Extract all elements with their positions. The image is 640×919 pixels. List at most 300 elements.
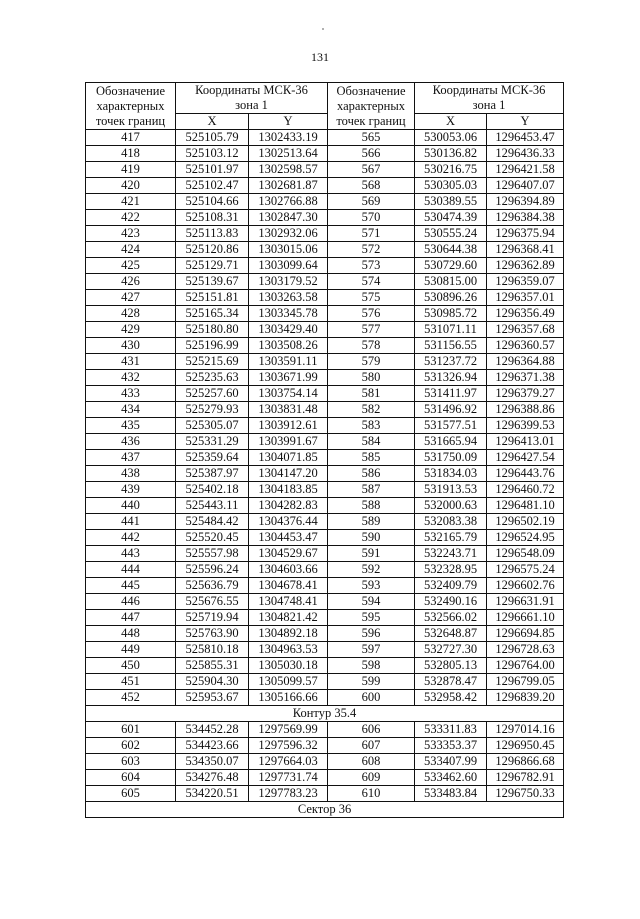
cell-y: 1305030.18: [249, 658, 328, 674]
table-row: [86, 306, 564, 322]
cell-x: 525520.45: [176, 530, 249, 546]
x-header-right: X: [415, 114, 487, 130]
cell-point: 590: [328, 530, 415, 546]
cell-point: 427: [86, 290, 176, 306]
cell-point: 417: [86, 130, 176, 146]
cell-y: 1305166.66: [249, 690, 328, 706]
cell-y: 1296728.63: [487, 642, 564, 658]
cell-point: 593: [328, 578, 415, 594]
coordinates-body: [86, 130, 564, 818]
cell-point: 597: [328, 642, 415, 658]
cell-y: 1296631.91: [487, 594, 564, 610]
section-title: Сектор 36: [86, 802, 564, 818]
cell-x: 525279.93: [176, 402, 249, 418]
cell-x: 525676.55: [176, 594, 249, 610]
cell-x: 530305.03: [415, 178, 487, 194]
cell-point: 600: [328, 690, 415, 706]
cell-x: 525402.18: [176, 482, 249, 498]
cell-x: 525359.64: [176, 450, 249, 466]
cell-point: 573: [328, 258, 415, 274]
cell-point: 444: [86, 562, 176, 578]
cell-x: 525104.66: [176, 194, 249, 210]
table-row: [86, 738, 564, 754]
cell-y: 1304071.85: [249, 450, 328, 466]
cell-y: 1302513.64: [249, 146, 328, 162]
cell-x: 534276.48: [176, 770, 249, 786]
table-row: [86, 370, 564, 386]
table-row: [86, 402, 564, 418]
cell-x: 532727.30: [415, 642, 487, 658]
cell-point: 610: [328, 786, 415, 802]
cell-x: 525443.11: [176, 498, 249, 514]
cell-x: 525331.29: [176, 434, 249, 450]
y-header-right: Y: [487, 114, 564, 130]
cell-y: 1296371.38: [487, 370, 564, 386]
table-row: [86, 450, 564, 466]
cell-point: 594: [328, 594, 415, 610]
cell-y: 1304282.83: [249, 498, 328, 514]
table-row: [86, 130, 564, 146]
cell-y: 1296764.00: [487, 658, 564, 674]
cell-x: 532165.79: [415, 530, 487, 546]
cell-x: 530815.00: [415, 274, 487, 290]
cell-x: 530389.55: [415, 194, 487, 210]
cell-point: 424: [86, 242, 176, 258]
point-label-header-right: [328, 83, 415, 130]
cell-point: 450: [86, 658, 176, 674]
cell-y: 1302681.87: [249, 178, 328, 194]
cell-y: 1296360.57: [487, 338, 564, 354]
cell-y: 1296364.88: [487, 354, 564, 370]
cell-x: 525953.67: [176, 690, 249, 706]
cell-point: 578: [328, 338, 415, 354]
table-row: [86, 626, 564, 642]
cell-y: 1296799.05: [487, 674, 564, 690]
cell-y: 1296839.20: [487, 690, 564, 706]
cell-x: 532243.71: [415, 546, 487, 562]
coords-header-right: [415, 83, 564, 114]
table-row: [86, 290, 564, 306]
cell-point: 583: [328, 418, 415, 434]
cell-point: 451: [86, 674, 176, 690]
cell-point: 575: [328, 290, 415, 306]
cell-point: 434: [86, 402, 176, 418]
cell-y: 1296368.41: [487, 242, 564, 258]
cell-point: 440: [86, 498, 176, 514]
cell-point: 585: [328, 450, 415, 466]
cell-y: 1303429.40: [249, 322, 328, 338]
cell-point: 445: [86, 578, 176, 594]
cell-point: 447: [86, 610, 176, 626]
cell-y: 1296548.09: [487, 546, 564, 562]
coords-header-left: [176, 83, 328, 114]
cell-x: 530555.24: [415, 226, 487, 242]
scan-speck: [322, 28, 324, 30]
cell-point: 580: [328, 370, 415, 386]
x-header-left: X: [176, 114, 249, 130]
cell-point: 599: [328, 674, 415, 690]
table-row: [86, 338, 564, 354]
table-row: [86, 546, 564, 562]
cell-x: 531750.09: [415, 450, 487, 466]
cell-point: 429: [86, 322, 176, 338]
cell-x: 525719.94: [176, 610, 249, 626]
cell-y: 1296356.49: [487, 306, 564, 322]
table-row: [86, 482, 564, 498]
cell-y: 1304183.85: [249, 482, 328, 498]
cell-x: 525180.80: [176, 322, 249, 338]
cell-x: 525113.83: [176, 226, 249, 242]
cell-x: 530729.60: [415, 258, 487, 274]
cell-y: 1303671.99: [249, 370, 328, 386]
cell-x: 533353.37: [415, 738, 487, 754]
cell-x: 532566.02: [415, 610, 487, 626]
cell-y: 1303263.58: [249, 290, 328, 306]
cell-y: 1296375.94: [487, 226, 564, 242]
cell-point: 432: [86, 370, 176, 386]
cell-y: 1296394.89: [487, 194, 564, 210]
table-row: [86, 258, 564, 274]
cell-point: 441: [86, 514, 176, 530]
cell-x: 531071.11: [415, 322, 487, 338]
cell-y: 1302932.06: [249, 226, 328, 242]
cell-point: 419: [86, 162, 176, 178]
cell-point: 602: [86, 738, 176, 754]
cell-point: 568: [328, 178, 415, 194]
cell-x: 525103.12: [176, 146, 249, 162]
cell-y: 1304529.67: [249, 546, 328, 562]
cell-point: 439: [86, 482, 176, 498]
cell-point: 443: [86, 546, 176, 562]
cell-point: 422: [86, 210, 176, 226]
cell-y: 1296460.72: [487, 482, 564, 498]
cell-y: 1296866.68: [487, 754, 564, 770]
cell-y: 1304603.66: [249, 562, 328, 578]
cell-point: 606: [328, 722, 415, 738]
cell-y: 1304678.41: [249, 578, 328, 594]
table-row: [86, 226, 564, 242]
cell-x: 533462.60: [415, 770, 487, 786]
cell-point: 586: [328, 466, 415, 482]
cell-point: 569: [328, 194, 415, 210]
cell-x: 525105.79: [176, 130, 249, 146]
cell-x: 525596.24: [176, 562, 249, 578]
cell-point: 603: [86, 754, 176, 770]
cell-x: 534350.07: [176, 754, 249, 770]
cell-y: 1297664.03: [249, 754, 328, 770]
point-label-line: характерных: [96, 98, 165, 113]
table-row: [86, 434, 564, 450]
point-label-line: точек границ: [336, 113, 406, 128]
cell-x: 525102.47: [176, 178, 249, 194]
cell-point: 605: [86, 786, 176, 802]
table-row: [86, 514, 564, 530]
coords-label-line: зона 1: [235, 98, 268, 112]
cell-y: 1303015.06: [249, 242, 328, 258]
cell-y: 1304147.20: [249, 466, 328, 482]
cell-x: 533483.84: [415, 786, 487, 802]
cell-y: 1296421.58: [487, 162, 564, 178]
cell-x: 532328.95: [415, 562, 487, 578]
point-label-header-left: [86, 83, 176, 130]
cell-point: 428: [86, 306, 176, 322]
point-label-line: характерных: [337, 98, 405, 113]
cell-point: 581: [328, 386, 415, 402]
table-row: [86, 578, 564, 594]
cell-x: 525108.31: [176, 210, 249, 226]
cell-point: 567: [328, 162, 415, 178]
table-row: [86, 146, 564, 162]
cell-x: 534220.51: [176, 786, 249, 802]
table-row: [86, 322, 564, 338]
cell-x: 531665.94: [415, 434, 487, 450]
cell-x: 525196.99: [176, 338, 249, 354]
cell-point: 577: [328, 322, 415, 338]
cell-x: 525763.90: [176, 626, 249, 642]
cell-point: 423: [86, 226, 176, 242]
point-label-line: точек границ: [95, 113, 166, 128]
cell-y: 1297596.32: [249, 738, 328, 754]
cell-x: 533407.99: [415, 754, 487, 770]
cell-x: 525904.30: [176, 674, 249, 690]
cell-y: 1296413.01: [487, 434, 564, 450]
cell-x: 532805.13: [415, 658, 487, 674]
cell-y: 1296384.38: [487, 210, 564, 226]
table-row: [86, 178, 564, 194]
cell-point: 565: [328, 130, 415, 146]
cell-point: 584: [328, 434, 415, 450]
point-label-line: Обозначение: [95, 83, 166, 98]
cell-y: 1296427.54: [487, 450, 564, 466]
cell-y: 1296379.27: [487, 386, 564, 402]
cell-point: 572: [328, 242, 415, 258]
cell-x: 534452.28: [176, 722, 249, 738]
cell-point: 420: [86, 178, 176, 194]
cell-y: 1304748.41: [249, 594, 328, 610]
cell-point: 601: [86, 722, 176, 738]
cell-x: 530136.82: [415, 146, 487, 162]
cell-x: 525484.42: [176, 514, 249, 530]
cell-x: 531834.03: [415, 466, 487, 482]
table-row: [86, 642, 564, 658]
cell-y: 1302766.88: [249, 194, 328, 210]
cell-point: 448: [86, 626, 176, 642]
cell-y: 1303912.61: [249, 418, 328, 434]
cell-y: 1303991.67: [249, 434, 328, 450]
cell-y: 1296436.33: [487, 146, 564, 162]
cell-point: 566: [328, 146, 415, 162]
cell-x: 525151.81: [176, 290, 249, 306]
cell-point: 595: [328, 610, 415, 626]
coordinates-table: [85, 82, 564, 818]
table-row: [86, 498, 564, 514]
cell-y: 1296575.24: [487, 562, 564, 578]
cell-x: 525215.69: [176, 354, 249, 370]
cell-x: 531237.72: [415, 354, 487, 370]
cell-y: 1303831.48: [249, 402, 328, 418]
table-row: [86, 210, 564, 226]
cell-point: 592: [328, 562, 415, 578]
cell-point: 579: [328, 354, 415, 370]
cell-point: 431: [86, 354, 176, 370]
cell-x: 531496.92: [415, 402, 487, 418]
cell-x: 531326.94: [415, 370, 487, 386]
cell-x: 532958.42: [415, 690, 487, 706]
cell-x: 525257.60: [176, 386, 249, 402]
cell-point: 449: [86, 642, 176, 658]
cell-y: 1304892.18: [249, 626, 328, 642]
cell-x: 530216.75: [415, 162, 487, 178]
cell-y: 1297014.16: [487, 722, 564, 738]
cell-x: 530896.26: [415, 290, 487, 306]
cell-y: 1302847.30: [249, 210, 328, 226]
table-row: [86, 658, 564, 674]
cell-y: 1296502.19: [487, 514, 564, 530]
section-title-row: [86, 802, 564, 818]
cell-point: 596: [328, 626, 415, 642]
cell-x: 530644.38: [415, 242, 487, 258]
y-header-left: Y: [249, 114, 328, 130]
cell-point: 435: [86, 418, 176, 434]
cell-x: 525636.79: [176, 578, 249, 594]
cell-x: 525129.71: [176, 258, 249, 274]
cell-point: 588: [328, 498, 415, 514]
table-row: [86, 274, 564, 290]
cell-point: 452: [86, 690, 176, 706]
cell-x: 532409.79: [415, 578, 487, 594]
coords-label-line: Координаты МСК-36: [195, 83, 308, 97]
cell-point: 442: [86, 530, 176, 546]
cell-point: 582: [328, 402, 415, 418]
cell-y: 1296602.76: [487, 578, 564, 594]
cell-y: 1296407.07: [487, 178, 564, 194]
table-row: [86, 194, 564, 210]
cell-point: 571: [328, 226, 415, 242]
cell-y: 1304376.44: [249, 514, 328, 530]
cell-y: 1296357.68: [487, 322, 564, 338]
cell-x: 531411.97: [415, 386, 487, 402]
cell-x: 532878.47: [415, 674, 487, 690]
cell-point: 609: [328, 770, 415, 786]
cell-y: 1303179.52: [249, 274, 328, 290]
cell-y: 1303099.64: [249, 258, 328, 274]
cell-point: 591: [328, 546, 415, 562]
table-row: [86, 722, 564, 738]
cell-y: 1296359.07: [487, 274, 564, 290]
cell-point: 438: [86, 466, 176, 482]
cell-point: 421: [86, 194, 176, 210]
cell-x: 531156.55: [415, 338, 487, 354]
cell-y: 1296524.95: [487, 530, 564, 546]
cell-x: 525235.63: [176, 370, 249, 386]
cell-x: 530474.39: [415, 210, 487, 226]
cell-y: 1296357.01: [487, 290, 564, 306]
cell-point: 425: [86, 258, 176, 274]
cell-y: 1296362.89: [487, 258, 564, 274]
cell-x: 532648.87: [415, 626, 487, 642]
table-row: [86, 530, 564, 546]
cell-y: 1303508.26: [249, 338, 328, 354]
cell-point: 587: [328, 482, 415, 498]
table-row: [86, 594, 564, 610]
cell-x: 534423.66: [176, 738, 249, 754]
coords-label-line: зона 1: [472, 98, 506, 112]
cell-y: 1296443.76: [487, 466, 564, 482]
cell-x: 530053.06: [415, 130, 487, 146]
cell-x: 525557.98: [176, 546, 249, 562]
cell-y: 1305099.57: [249, 674, 328, 690]
cell-point: 589: [328, 514, 415, 530]
table-row: [86, 418, 564, 434]
cell-y: 1302433.19: [249, 130, 328, 146]
cell-x: 530985.72: [415, 306, 487, 322]
cell-point: 433: [86, 386, 176, 402]
cell-x: 525305.07: [176, 418, 249, 434]
cell-point: 430: [86, 338, 176, 354]
cell-point: 607: [328, 738, 415, 754]
cell-y: 1304821.42: [249, 610, 328, 626]
cell-y: 1297783.23: [249, 786, 328, 802]
section-title: Контур 35.4: [86, 706, 564, 722]
cell-y: 1296750.33: [487, 786, 564, 802]
point-label-line: Обозначение: [336, 83, 406, 98]
cell-point: 436: [86, 434, 176, 450]
table-row: [86, 610, 564, 626]
cell-y: 1296694.85: [487, 626, 564, 642]
table-row: [86, 770, 564, 786]
cell-x: 525120.86: [176, 242, 249, 258]
cell-y: 1296388.86: [487, 402, 564, 418]
cell-y: 1296782.91: [487, 770, 564, 786]
table-row: [86, 466, 564, 482]
table-row: [86, 354, 564, 370]
cell-y: 1303345.78: [249, 306, 328, 322]
cell-x: 532083.38: [415, 514, 487, 530]
cell-x: 525855.31: [176, 658, 249, 674]
cell-y: 1297569.99: [249, 722, 328, 738]
cell-point: 604: [86, 770, 176, 786]
page-number: 131: [311, 50, 329, 64]
cell-point: 426: [86, 274, 176, 290]
cell-point: 574: [328, 274, 415, 290]
cell-y: 1304453.47: [249, 530, 328, 546]
table-row: [86, 786, 564, 802]
cell-y: 1302598.57: [249, 162, 328, 178]
table-row: [86, 674, 564, 690]
cell-x: 525101.97: [176, 162, 249, 178]
cell-point: 576: [328, 306, 415, 322]
cell-x: 525139.67: [176, 274, 249, 290]
table-row: [86, 690, 564, 706]
cell-x: 531913.53: [415, 482, 487, 498]
table-row: [86, 162, 564, 178]
cell-y: 1304963.53: [249, 642, 328, 658]
cell-y: 1296950.45: [487, 738, 564, 754]
table-row: [86, 386, 564, 402]
cell-point: 446: [86, 594, 176, 610]
section-title-row: [86, 706, 564, 722]
cell-x: 532490.16: [415, 594, 487, 610]
cell-y: 1296453.47: [487, 130, 564, 146]
cell-x: 525387.97: [176, 466, 249, 482]
cell-y: 1297731.74: [249, 770, 328, 786]
cell-point: 598: [328, 658, 415, 674]
cell-x: 525165.34: [176, 306, 249, 322]
cell-y: 1296481.10: [487, 498, 564, 514]
cell-x: 532000.63: [415, 498, 487, 514]
cell-point: 437: [86, 450, 176, 466]
cell-x: 525810.18: [176, 642, 249, 658]
